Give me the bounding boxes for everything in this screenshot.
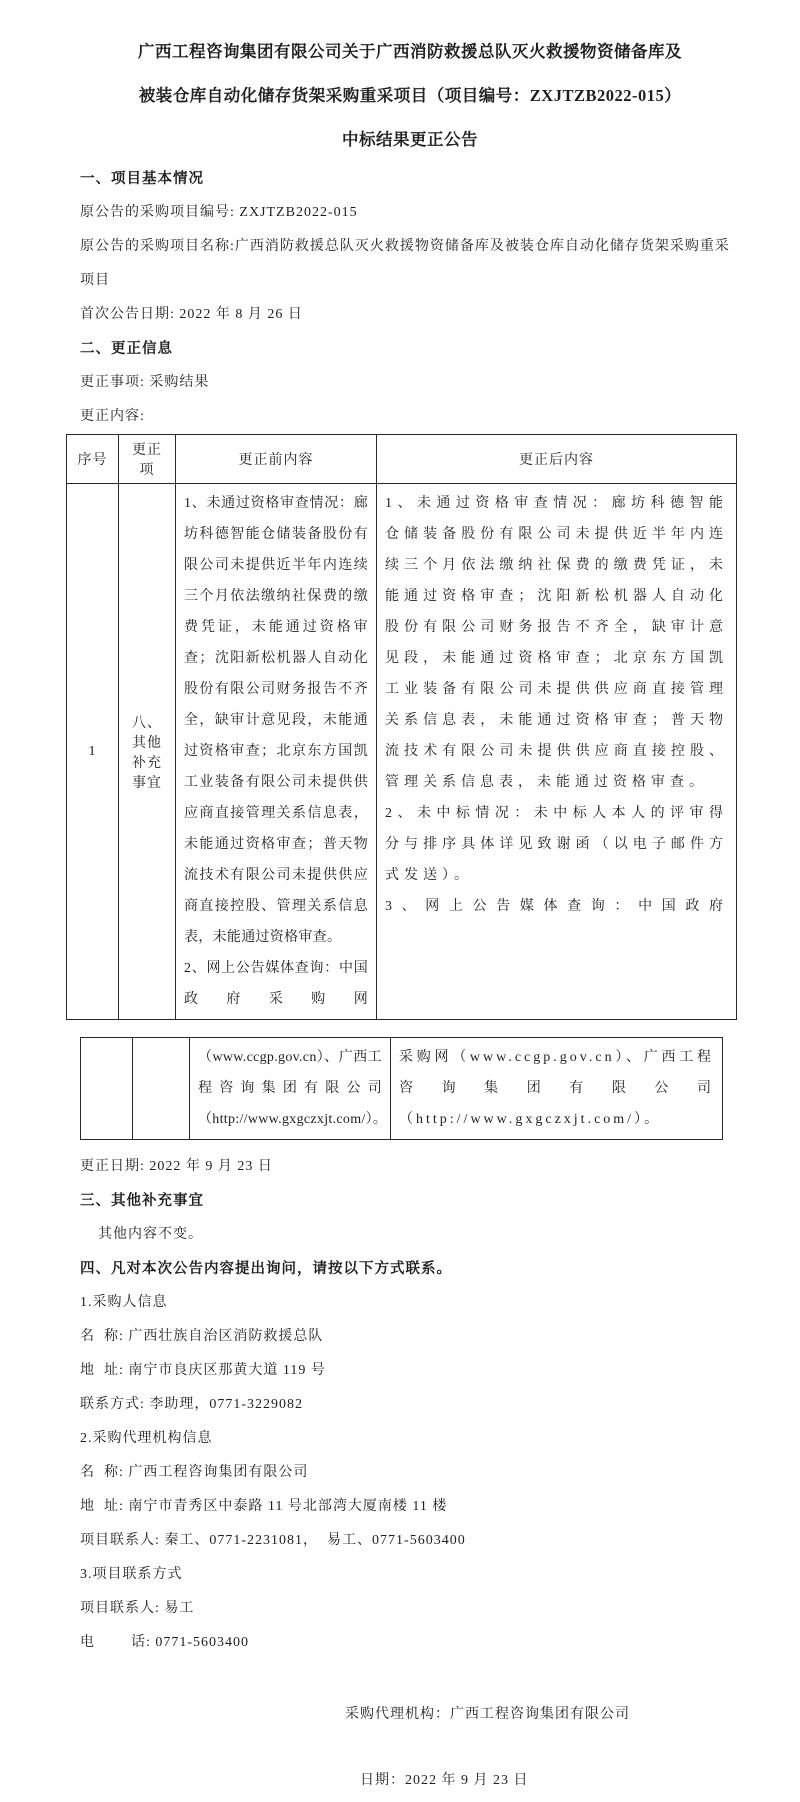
after-paragraph-continued: 采购网（www.ccgp.gov.cn）、广西工程咨询集团有限公司（http://www.gxgczxjt.com/）。 <box>399 1050 714 1127</box>
cell-after-content <box>377 484 737 1020</box>
document-footer <box>80 1698 740 1798</box>
purchaser-address: 地 址: 南宁市良庆区那黄大道 119 号 <box>80 1363 326 1378</box>
before-paragraph-1: 1、未通过资格审查情况：廊坊科德智能仓储装备股份有限公司未提供近半年内连续三个月依法缴纳社保费的缴费凭证，未能通过资格审查；沈阳新松机器人自动化股份有限公司财务报告不齐全，缺审计意见段，未能通过资格审查；北京东方国凯工业装备有限公司未提供供应商直接管理关系信息表，未能通过资格审查；普天物流技术有限公司未提供供应商直接控股、管理关系信息表，未能通过资格审查。 <box>184 496 368 945</box>
agency-info-heading: 2.采购代理机构信息 <box>80 1431 213 1446</box>
document-title <box>80 0 740 162</box>
cell-correction-item: 八、其他补充事宜 <box>119 484 176 1020</box>
table-header-row <box>67 435 737 484</box>
project-contact-phone: 电 话: 0771-5603400 <box>80 1635 250 1650</box>
agency-contact: 项目联系人: 秦工、0771-2231081， 易工、0771-5603400 <box>80 1533 466 1548</box>
agency-name: 名 称: 广西工程咨询集团有限公司 <box>80 1465 309 1480</box>
footer-date: 日期：2022 年 9 月 23 日 <box>360 1773 529 1788</box>
project-contact-person: 项目联系人: 易工 <box>80 1601 195 1616</box>
table-row-continued <box>81 1038 723 1140</box>
correction-date: 更正日期: 2022 年 9 月 23 日 <box>80 1159 273 1174</box>
cell-empty-item <box>133 1038 190 1140</box>
section-heading-basic-info: 一、项目基本情况 <box>80 171 204 187</box>
after-paragraph-1: 1、未通过资格审查情况：廊坊科德智能仓储装备股份有限公司未提供近半年内连续三个月依法缴纳社保费的缴费凭证，未能通过资格审查；沈阳新松机器人自动化股份有限公司财务报告不齐全，缺审计意见段，未能通过资格审查；北京东方国凯工业装备有限公司未提供供应商直接管理关系信息表，未能通过资格审查；普天物流技术有限公司未提供供应商直接控股、管理关系信息表，未能通过资格审查。 <box>385 496 728 790</box>
document-content <box>77 0 740 1798</box>
first-announcement-date: 首次公告日期: 2022 年 8 月 26 日 <box>80 307 303 322</box>
title-line-1: 广西工程咨询集团有限公司关于广西消防救援总队灭火救援物资储备库及 <box>138 42 682 61</box>
after-paragraph-2: 2、未中标情况：未中标人本人的评审得分与排序具体详见致谢函（以电子邮件方式发送）。 <box>385 806 728 883</box>
header-before-content: 更正前内容 <box>176 435 377 484</box>
purchaser-contact: 联系方式: 李助理，0771-3229082 <box>80 1397 304 1412</box>
agency-address: 地 址: 南宁市青秀区中泰路 11 号北部湾大厦南楼 11 楼 <box>80 1499 448 1514</box>
correction-table-continued <box>80 1037 723 1140</box>
original-project-name: 原公告的采购项目名称:广西消防救援总队灭火救援物资储备库及被装仓库自动化储存货架采购重采项目 <box>80 239 730 288</box>
project-contact-heading: 3.项目联系方式 <box>80 1567 183 1582</box>
footer-agency: 采购代理机构：广西工程咨询集团有限公司 <box>345 1707 630 1722</box>
cell-after-content-continued <box>391 1038 723 1140</box>
before-paragraph-2: 2、网上公告媒体查询：中国政府采购网 <box>184 961 368 1007</box>
cell-serial-number: 1 <box>67 484 119 1020</box>
cell-before-content-continued <box>190 1038 391 1140</box>
table-row <box>67 484 737 1020</box>
cell-empty-serial <box>81 1038 133 1140</box>
purchaser-info-heading: 1.采购人信息 <box>80 1295 168 1310</box>
section-heading-other-matters: 三、其他补充事宜 <box>80 1193 204 1209</box>
before-paragraph-continued: （www.ccgp.gov.cn）、广西工程咨询集团有限公司（http://www.gxgczxjt.com/）。 <box>198 1050 388 1127</box>
header-correction-item: 更正项 <box>119 435 176 484</box>
cell-before-content <box>176 484 377 1020</box>
correction-content-label: 更正内容: <box>80 409 145 424</box>
correction-table <box>66 434 737 1020</box>
section-heading-correction-info: 二、更正信息 <box>80 341 173 357</box>
after-paragraph-3: 3、网上公告媒体查询：中国政府 <box>385 899 728 914</box>
header-serial-number: 序号 <box>67 435 119 484</box>
header-after-content: 更正后内容 <box>377 435 737 484</box>
correction-item: 更正事项: 采购结果 <box>80 375 210 390</box>
title-line-2: 被装仓库自动化储存货架采购重采项目（项目编号：ZXJTZB2022-015） <box>138 86 682 105</box>
other-matters-content: 其他内容不变。 <box>98 1227 203 1242</box>
section-heading-contact: 四、凡对本次公告内容提出询问，请按以下方式联系。 <box>80 1261 452 1277</box>
title-line-3: 中标结果更正公告 <box>342 130 478 149</box>
purchaser-name: 名 称: 广西壮族自治区消防救援总队 <box>80 1329 324 1344</box>
original-project-number: 原公告的采购项目编号: ZXJTZB2022-015 <box>80 205 358 220</box>
